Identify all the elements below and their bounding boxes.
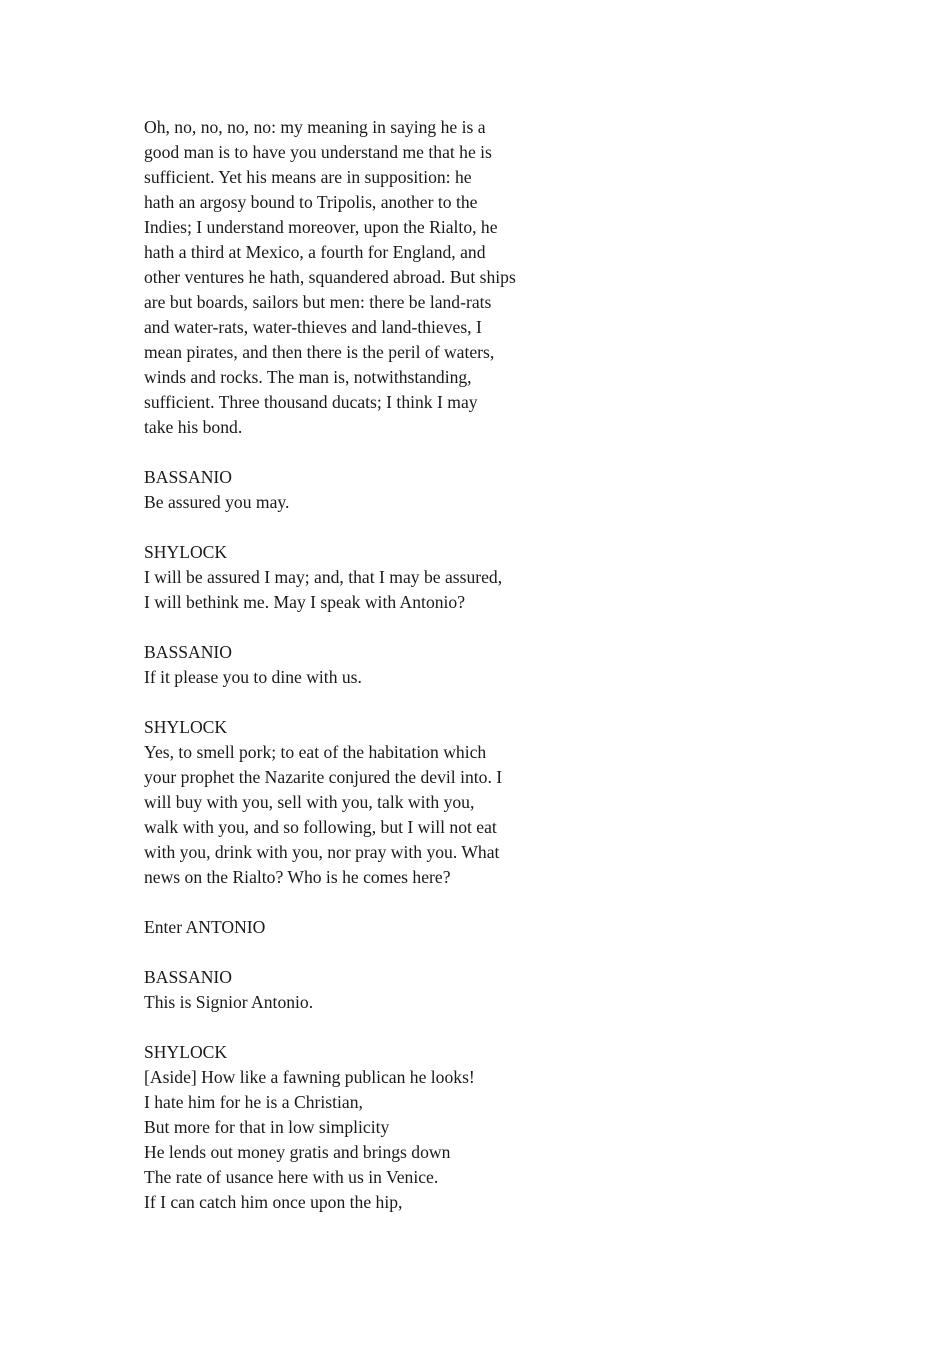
dialogue-line: will buy with you, sell with you, talk with you, xyxy=(144,792,475,812)
blank-line xyxy=(144,940,844,965)
speech-block xyxy=(144,965,844,1015)
dialogue-line: mean pirates, and then there is the peril of waters, xyxy=(144,342,495,362)
dialogue-line: your prophet the Nazarite conjured the devil into. I xyxy=(144,767,503,787)
dialogue-line: Indies; I understand moreover, upon the Rialto, he xyxy=(144,217,498,237)
dialogue-line: I will bethink me. May I speak with Antonio? xyxy=(144,592,466,612)
dialogue-line: I hate him for he is a Christian, xyxy=(144,1092,363,1112)
dialogue-line: I will be assured I may; and, that I may be assured, xyxy=(144,567,503,587)
blank-line xyxy=(144,690,844,715)
dialogue-line: winds and rocks. The man is, notwithstanding, xyxy=(144,367,472,387)
blank-line xyxy=(144,890,844,915)
speaker-name: SHYLOCK xyxy=(144,542,228,562)
speaker-name: SHYLOCK xyxy=(144,717,228,737)
script-page xyxy=(144,115,844,1215)
blank-line xyxy=(144,515,844,540)
speech-block xyxy=(144,1040,844,1215)
dialogue-line: Oh, no, no, no, no: my meaning in saying he is a xyxy=(144,117,486,137)
blank-line xyxy=(144,615,844,640)
dialogue-line: hath a third at Mexico, a fourth for England, and xyxy=(144,242,486,262)
blank-line xyxy=(144,1015,844,1040)
dialogue-line: sufficient. Yet his means are in supposition: he xyxy=(144,167,472,187)
speaker-name: SHYLOCK xyxy=(144,1042,228,1062)
dialogue-line: hath an argosy bound to Tripolis, another to the xyxy=(144,192,478,212)
dialogue-line: and water-rats, water-thieves and land-thieves, I xyxy=(144,317,482,337)
dialogue-line: walk with you, and so following, but I will not eat xyxy=(144,817,497,837)
dialogue-line: The rate of usance here with us in Venice. xyxy=(144,1167,439,1187)
speech-block xyxy=(144,115,844,440)
dialogue-line: If it please you to dine with us. xyxy=(144,667,362,687)
dialogue-line: good man is to have you understand me that he is xyxy=(144,142,492,162)
dialogue-line: are but boards, sailors but men: there be land-rats xyxy=(144,292,492,312)
dialogue-line: Yes, to smell pork; to eat of the habitation which xyxy=(144,742,487,762)
dialogue-line: This is Signior Antonio. xyxy=(144,992,314,1012)
dialogue-line: [Aside] How like a fawning publican he looks! xyxy=(144,1067,475,1087)
dialogue-line: other ventures he hath, squandered abroad. But ships xyxy=(144,267,516,287)
stage-direction xyxy=(144,915,844,940)
dialogue-line: with you, drink with you, nor pray with you. What xyxy=(144,842,500,862)
dialogue-line: If I can catch him once upon the hip, xyxy=(144,1192,403,1212)
dialogue-line: sufficient. Three thousand ducats; I think I may xyxy=(144,392,478,412)
blank-line xyxy=(144,440,844,465)
speech-block xyxy=(144,465,844,515)
speaker-name: BASSANIO xyxy=(144,467,232,487)
dialogue-line: Be assured you may. xyxy=(144,492,290,512)
speaker-name: BASSANIO xyxy=(144,642,232,662)
dialogue-line: But more for that in low simplicity xyxy=(144,1117,390,1137)
speaker-name: BASSANIO xyxy=(144,967,232,987)
dialogue-line: news on the Rialto? Who is he comes here? xyxy=(144,867,451,887)
dialogue-line: take his bond. xyxy=(144,417,243,437)
speech-block xyxy=(144,715,844,890)
dialogue-line: He lends out money gratis and brings down xyxy=(144,1142,451,1162)
speech-block xyxy=(144,540,844,615)
speech-block xyxy=(144,640,844,690)
stage-direction-line: Enter ANTONIO xyxy=(144,917,266,937)
